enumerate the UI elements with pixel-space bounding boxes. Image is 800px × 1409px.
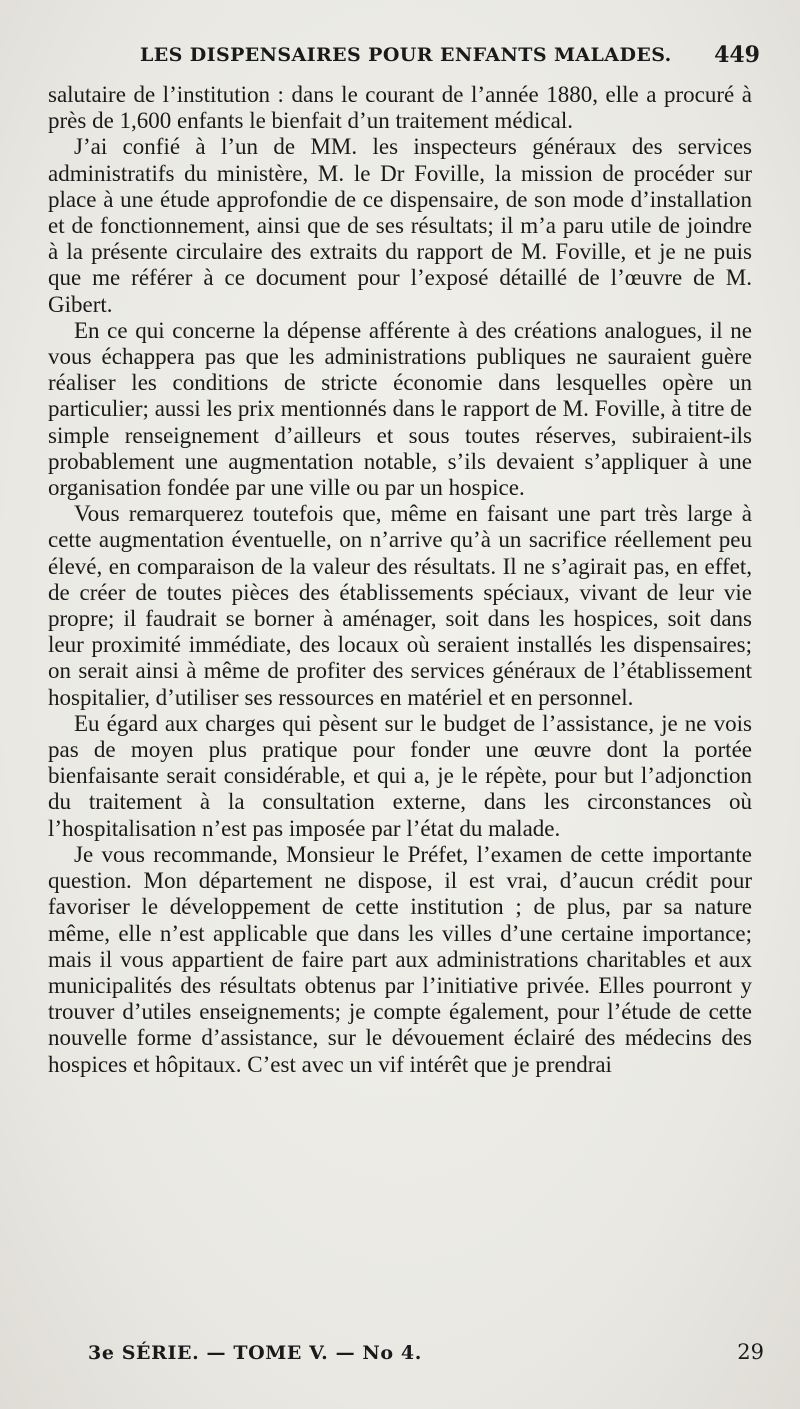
- paragraph: Eu égard aux charges qui pèsent sur le budget de l’assistance, je ne vois pas de moyen plus pratique pour fonder une œuvre dont la portée bienfaisante serait considérable, et qui a, je le répète, pour but l’adjonction du traitement à la consultation externe, dans les circonstances où l’hospitalisation n’est pas imposée par l’état du malade.: [48, 710, 752, 841]
- page-footer: [88, 1340, 764, 1370]
- paragraph: Vous remarquerez toutefois que, même en faisant une part très large à cette augmentation éventuelle, on n’arrive qu’à un sacrifice réellement peu élevé, en comparaison de la valeur des résultats. Il ne s’agirait pas, en effet, de créer de toutes pièces des établissements spéciaux, vivant de leur vie propre; il faudrait se borner à aménager, soit dans les hospices, soit dans leur proximité immédiate, des locaux où seraient installés les dispensaires; on serait ainsi à même de profiter des services généraux de l’établissement hospitalier, d’utiliser ses ressources en matériel et en personnel.: [48, 501, 752, 710]
- body-text: [48, 82, 752, 1078]
- page-number: 449: [714, 42, 760, 68]
- page-header: [48, 38, 760, 76]
- sheet-number: 29: [737, 1340, 764, 1364]
- paragraph: Je vous recommande, Monsieur le Préfet, l’examen de cette importante question. Mon département ne dispose, il est vrai, d’aucun crédit pour favoriser le développement de cette institution ; de plus, par sa nature même, elle n’est applicable que dans les villes d’une certaine importance; mais il vous appartient de faire part aux administrations charitables et aux municipalités des résultats obtenus par l’initiative privée. Elles pourront y trouver d’utiles enseignements; je compte également, pour l’étude de cette nouvelle forme d’assistance, sur le dévouement éclairé des médecins des hospices et hôpitaux. C’est avec un vif intérêt que je prendrai: [48, 841, 752, 1077]
- paragraph: J’ai confié à l’un de MM. les inspecteurs généraux des services administratifs du ministère, M. le Dr Foville, la mission de procéder sur place à une étude approfondie de ce dispensaire, de son mode d’installation et de fonctionnement, ainsi que de ses résultats; il m’a paru utile de joindre à la présente circulaire des extraits du rapport de M. Foville, et je ne puis que me référer à ce document pour l’exposé détaillé de l’œuvre de M. Gibert.: [48, 134, 752, 317]
- running-head: LES DISPENSAIRES POUR ENFANTS MALADES.: [140, 44, 672, 66]
- printer-signature: 3e SÉRIE. — TOME V. — No 4.: [88, 1342, 422, 1364]
- paragraph: En ce qui concerne la dépense afférente à des créations analogues, il ne vous échappera pas que les administrations publiques ne sauraient guère réaliser les conditions de stricte économie dans lesquelles opère un particulier; aussi les prix mentionnés dans le rapport de M. Foville, à titre de simple renseignement d’ailleurs et sous toutes réserves, subiraient-ils probablement une augmentation notable, s’ils devaient s’appliquer à une organisation fondée par une ville ou par un hospice.: [48, 317, 752, 501]
- paragraph-continued: salutaire de l’institution : dans le courant de l’année 1880, elle a procuré à près de 1,600 enfants le bienfait d’un traitement médical.: [48, 82, 752, 134]
